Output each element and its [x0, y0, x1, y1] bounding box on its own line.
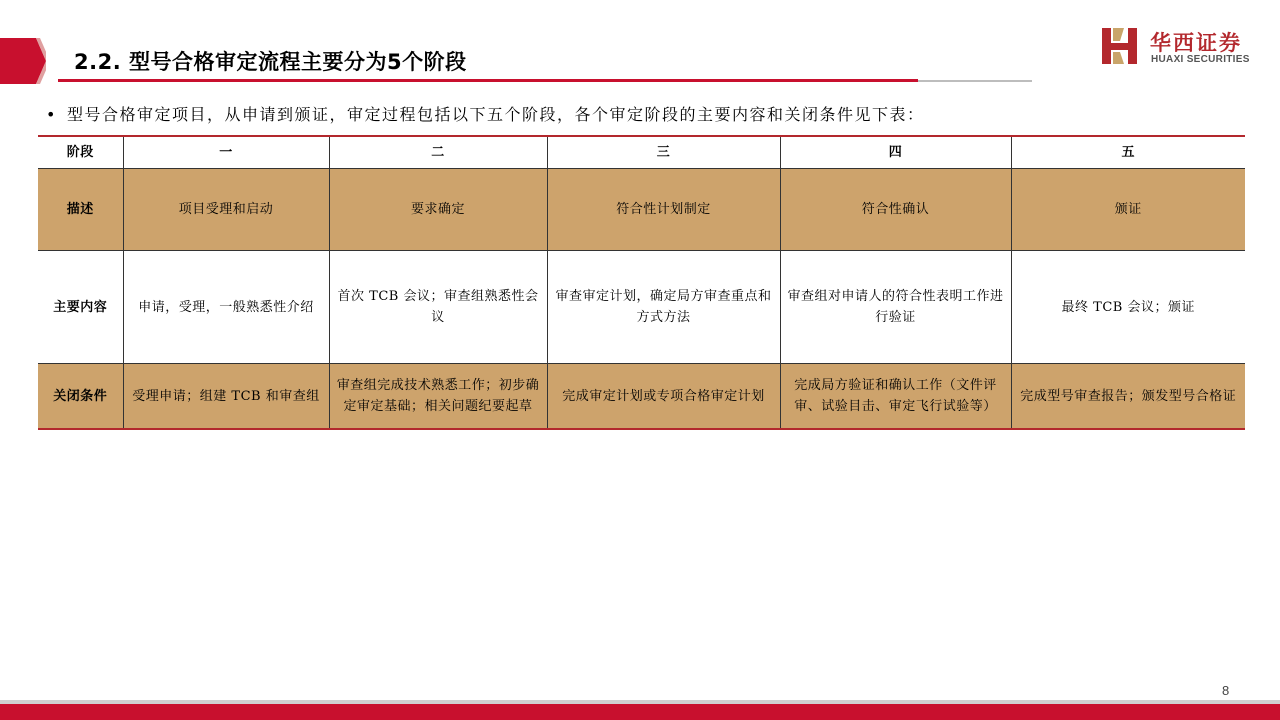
table-header-row [38, 136, 1245, 169]
bullet-icon: • [46, 105, 57, 124]
table-cell: 要求确定 [329, 169, 547, 251]
column-header: 四 [780, 136, 1011, 169]
table-cell: 审查组完成技术熟悉工作；初步确定审定基础；相关问题纪要起草 [329, 364, 547, 430]
column-header: 五 [1011, 136, 1245, 169]
page-number: 8 [1222, 683, 1230, 698]
table-cell: 符合性确认 [780, 169, 1011, 251]
table-row-closing-conditions [38, 364, 1245, 430]
table-cell: 审查组对申请人的符合性表明工作进行验证 [780, 251, 1011, 364]
intro-text: 型号合格审定项目，从申请到颁证，审定过程包括以下五个阶段，各个审定阶段的主要内容和关闭条件见下表： [66, 105, 925, 124]
intro-paragraph [46, 102, 924, 125]
table-cell: 审查审定计划，确定局方审查重点和方式方法 [547, 251, 780, 364]
logo-text-cn: 华西证券 [1150, 31, 1242, 55]
table-cell: 最终 TCB 会议；颁证 [1011, 251, 1245, 364]
table-cell: 申请，受理，一般熟悉性介绍 [123, 251, 329, 364]
table-cell: 受理申请；组建 TCB 和审查组 [123, 364, 329, 430]
title-tab-decoration [0, 38, 46, 84]
column-header: 二 [329, 136, 547, 169]
table-cell: 项目受理和启动 [123, 169, 329, 251]
row-label: 描述 [38, 169, 123, 251]
huaxi-logo-icon [1100, 26, 1140, 66]
logo-text-en: HUAXI SECURITIES [1151, 54, 1250, 65]
footer-bar-red [0, 704, 1280, 720]
column-header: 一 [123, 136, 329, 169]
row-label: 主要内容 [38, 251, 123, 364]
table-cell: 颁证 [1011, 169, 1245, 251]
row-label: 关闭条件 [38, 364, 123, 430]
certification-stages-table [38, 135, 1245, 430]
table-row-description [38, 169, 1245, 251]
page-title: 2.2. 型号合格审定流程主要分为5个阶段 [74, 50, 467, 74]
table-cell: 符合性计划制定 [547, 169, 780, 251]
title-underline-gray [918, 80, 1032, 82]
table-cell: 完成局方验证和确认工作（文件评审、试验目击、审定飞行试验等） [780, 364, 1011, 430]
column-header: 阶段 [38, 136, 123, 169]
table-cell: 首次 TCB 会议；审查组熟悉性会议 [329, 251, 547, 364]
table-cell: 完成型号审查报告；颁发型号合格证 [1011, 364, 1245, 430]
column-header: 三 [547, 136, 780, 169]
table-cell: 完成审定计划或专项合格审定计划 [547, 364, 780, 430]
title-underline [58, 79, 918, 82]
table-row-main-content [38, 251, 1245, 364]
company-logo [1100, 26, 1270, 70]
